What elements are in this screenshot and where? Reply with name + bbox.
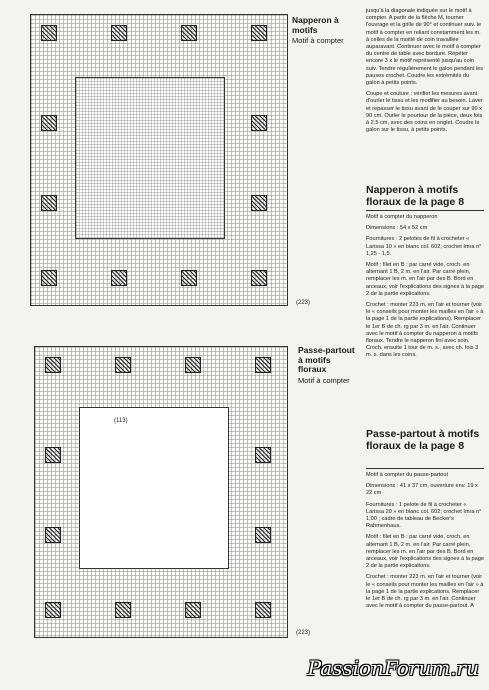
chart-center-panel — [75, 77, 225, 239]
section2-body — [366, 472, 484, 614]
floral-motif — [185, 602, 201, 618]
floral-motif — [255, 447, 271, 463]
s1-fournitures: Fournitures : 2 pelotes de fil à crocheter « Larissa 10 » en blanc col. 602; crochet Imra n° 1,25 - 1,5. — [366, 236, 482, 257]
crochet-chart-passe-partout — [34, 346, 288, 638]
floral-motif — [41, 25, 57, 41]
floral-motif — [111, 270, 127, 286]
floral-motif — [251, 25, 267, 41]
floral-motif — [255, 527, 271, 543]
floral-motif — [45, 357, 61, 373]
floral-motif — [45, 447, 61, 463]
chart-opening — [79, 407, 229, 569]
inner-count-label: (113) — [114, 418, 128, 424]
floral-motif — [255, 357, 271, 373]
s2-crochet: Crochet : monter 223 m. en l'air et tourner (voir le « conseils pour monter les mailles en l'air » à la page 1 de la partie explications. Remplacer le 1er B de ch. rg par 3 m. en l'air. Continuer avec le motif à compter du passe-partout. A — [366, 574, 484, 610]
pattern1-subtitle: Motif à compter — [292, 36, 344, 45]
floral-motif — [251, 270, 267, 286]
row-count-label: (223) — [296, 630, 311, 636]
divider — [366, 210, 484, 211]
section1-heading: Napperon à motifs floraux de la page 8 — [366, 184, 465, 208]
floral-motif — [115, 602, 131, 618]
floral-motif — [255, 602, 271, 618]
floral-motif — [181, 25, 197, 41]
floral-motif — [251, 195, 267, 211]
pattern2-title: Passe-partout à motifs floraux — [298, 345, 355, 374]
floral-motif — [41, 115, 57, 131]
floral-motif — [45, 602, 61, 618]
floral-motif — [111, 25, 127, 41]
s1-dimensions: Dimensions : 54 x 52 cm — [366, 225, 428, 232]
pattern1-title: Napperon à motifs — [292, 15, 339, 35]
section2-heading: Passe-partout à motifs floraux de la page 8 — [366, 428, 480, 452]
row-count-label: (223) — [296, 300, 311, 306]
s1-motif-details: Motif : filet en B : par carré vide, croch. en alternant 1 B, 2 m. en l'air. Par carré plein, remplacer les m. en l'air par des B. Bord en arceaux, voir l'explications des signes à la page 2 de la partie explications. — [366, 262, 484, 297]
s1-motif: Motif à compter du napperon — [366, 214, 438, 220]
floral-motif — [115, 357, 131, 373]
floral-motif — [41, 195, 57, 211]
floral-motif — [41, 270, 57, 286]
s2-dimensions: Dimensions : 41 x 37 cm, ouverture env. 19 x 22 cm — [366, 483, 478, 497]
instructions-intro — [366, 8, 484, 138]
crochet-chart-napperon — [30, 14, 288, 306]
divider — [366, 468, 484, 469]
section1-body — [366, 214, 484, 364]
coupe-text: Coupe et couture : vérifier les mesures avant d'ourler le tissu et les modifier au besoin. Laver et repasser le tissu avant de le couper sur 90 x 90 cm. Ourler le pourtour de la pièce, deux fois à 2,5 cm, avec des coins en onglet. Coudre le galon sur le tissu, à petits points. — [366, 91, 483, 134]
floral-motif — [181, 270, 197, 286]
s2-motif: Motif à compter du passe-partout — [366, 472, 449, 478]
s1-crochet: Crochet : monter 223 m. en l'air et tourner (voir le « conseils pour monter les mailles en l'air » à la page 1 de la partie explications). Remplacer le 1er B de ch. rg par 3 m. en l'air. Continuer avec le motif à compter du napperon à motifs floraux. Tendre le napperon fini avec soin. Croch. ensuite 1 tour de m. s., avec ch. fois 3 m. s. dans les coins. — [366, 302, 484, 359]
pattern2-subtitle: Motif à compter — [298, 376, 350, 385]
intro-text: jusqu'à la diagonale indiquée sur le motif à compter. A partir de la flèche M, tourner l'ouvrage et la grille de 90° et continuer suiv. le motif à compter en reliant constamment les m. à celles de la moitié de coin travaillée auparavant. Continuer avec le motif à compter du centre de table avec bordure. Répéter encore 3 x le motif représenté jusqu'au coin suiv. Tendre régulièrement le galon pendant les pauses crochet. Coudre les extrémités du galon à petits points. — [366, 8, 484, 87]
floral-motif — [45, 527, 61, 543]
floral-motif — [251, 115, 267, 131]
s2-fournitures: Fournitures : 1 pelote de fil à crocheter « Larissa 20 » en blanc col. 602; crochet Imra n° 1,00 ; cadre de tableau de Becker's Rahmenhaus. — [366, 501, 482, 530]
watermark: PassionForum.ru — [307, 656, 479, 680]
floral-motif — [185, 357, 201, 373]
s2-motif-details: Motif : filet en B : par carré vide, croch. en alternant 1 B, 2 m. en l'air. Par carré plein, remplacer les m. en l'air par des B. Bord en arceaux, voir l'explications des signes à la page 2 de la partie explications. — [366, 534, 484, 570]
